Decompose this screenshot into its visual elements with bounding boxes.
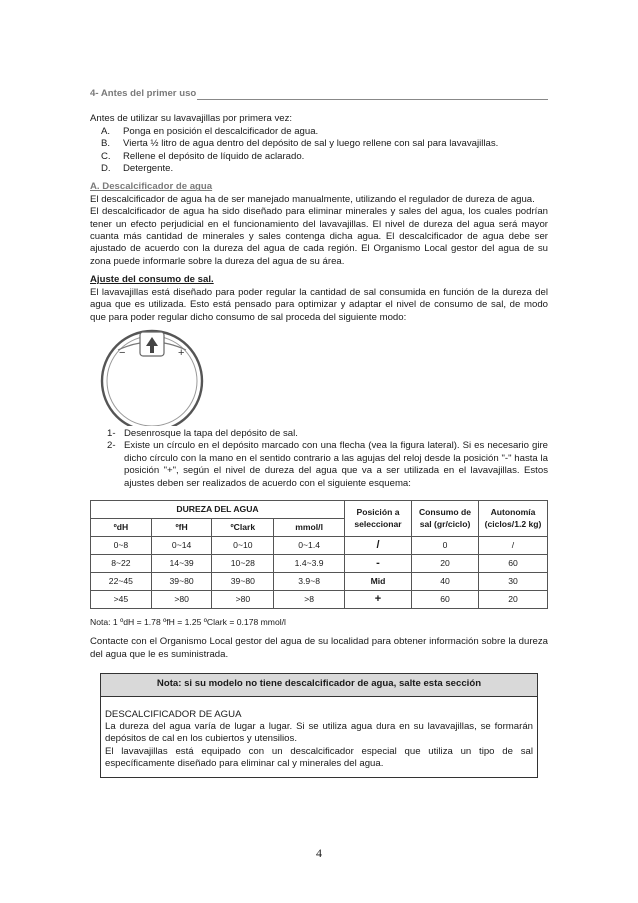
note-box-title: DESCALCIFICADOR DE AGUA [105, 708, 242, 720]
table-cell: 0~10 [212, 536, 274, 554]
salt-dial-figure [90, 328, 548, 426]
list-item: C. Rellene el depósito de líquido de aclarado. [101, 150, 305, 162]
table-row [91, 590, 548, 608]
table-cell: Mid [345, 572, 412, 590]
section-title: 4- Antes del primer uso [90, 88, 548, 100]
column-header: ºClark [212, 518, 274, 536]
column-header: Consumo de sal (gr/ciclo) [412, 500, 479, 536]
table-cell: 14~39 [151, 554, 212, 572]
softener-paragraph-2: El descalcificador de agua ha sido diseñado para eliminar minerales y sales del agua, los cuales podrían tener un efecto perjudicial en el funcionamiento del lavavajillas. El nivel de dureza del agua será mayor cuanta más cantidad de minerales y sales contenga dicha agua. El descalcificador de agua debe ser ajustado de acuerdo con la dureza del agua de cada región. El Organismo Local gestor del agua de su zona puede informarle sobre la dureza del agua de su área. [90, 206, 548, 267]
list-item: 1- Desenrosque la tapa del depósito de sal. [107, 427, 298, 439]
dial-minus-label: − [119, 346, 126, 359]
table-cell: 0~8 [91, 536, 152, 554]
table-cell: 20 [412, 554, 479, 572]
note-box-body [101, 697, 537, 777]
dial-illustration [92, 328, 212, 426]
intro-text: Antes de utilizar su lavavajillas por primera vez: [90, 113, 293, 125]
dial-plus-label: + [178, 346, 185, 359]
note-box [100, 673, 538, 777]
table-row [91, 572, 548, 590]
table-cell: 20 [479, 590, 548, 608]
list-item: 2- Existe un círculo en el depósito marcado con una flecha (vea la figura lateral). Si es necesario gire dicho círculo con la mano en el sentido contrario a las agujas del reloj desde la posición "-" hasta la posición "+", según el nivel de dureza del agua que va a ser utilizada en el lavavajillas. Estos ajustes deben ser realizados de acuerdo con el siguiente esquema: [107, 440, 548, 489]
table-cell: 30 [479, 572, 548, 590]
table-row [91, 536, 548, 554]
table-cell: >80 [212, 590, 274, 608]
table-cell: 10~28 [212, 554, 274, 572]
group-header: DUREZA DEL AGUA [91, 500, 345, 518]
column-header: mmol/l [274, 518, 345, 536]
column-header: Autonomía (ciclos/1.2 kg) [479, 500, 548, 536]
table-cell: 3.9~8 [274, 572, 345, 590]
column-header: ºfH [151, 518, 212, 536]
table-cell: >80 [151, 590, 212, 608]
page-number: 4 [316, 846, 322, 860]
intro-steps [90, 126, 548, 176]
table-cell: 39~80 [151, 572, 212, 590]
salt-paragraph: El lavavajillas está diseñado para poder regular la cantidad de sal consumida en función de la dureza del agua que es utilizada. Esto está pensado para optimizar y adaptar el nivel de consumo de sal, de modo que para poder regular dicho consumo de sal proceda del siguiente modo: [90, 286, 548, 323]
table-cell: >45 [91, 590, 152, 608]
softener-heading: A. Descalcificador de agua [90, 181, 213, 193]
table-cell: / [479, 536, 548, 554]
list-item: D. Detergente. [101, 163, 174, 175]
table-cell: 1.4~3.9 [274, 554, 345, 572]
title-rule [197, 91, 548, 100]
table-cell: 0 [412, 536, 479, 554]
document-page [90, 88, 548, 778]
column-header: ºdH [91, 518, 152, 536]
table-cell: 22~45 [91, 572, 152, 590]
list-item: B. Vierta ½ litro de agua dentro del depósito de sal y luego rellene con sal para lavavajillas. [101, 138, 499, 150]
table-cell: 40 [412, 572, 479, 590]
table-cell: + [345, 590, 412, 608]
note-box-paragraph-2: El lavavajillas está equipado con un descalcificador especial que utiliza un tipo de sal específicamente diseñado para eliminar cal y minerales del agua. [105, 745, 533, 770]
table-cell: >8 [274, 590, 345, 608]
column-header: Posición a seleccionar [345, 500, 412, 536]
table-cell: 0~14 [151, 536, 212, 554]
conversion-note: Nota: 1 ºdH = 1.78 ºfH = 1.25 ºClark = 0.178 mmol/l [90, 616, 286, 627]
table-cell: 39~80 [212, 572, 274, 590]
table-row [91, 554, 548, 572]
table-cell: / [345, 536, 412, 554]
table-cell: 60 [412, 590, 479, 608]
softener-paragraph-1: El descalcificador de agua ha de ser manejado manualmente, utilizando el regulador de dureza de agua. [90, 193, 535, 205]
contact-paragraph: Contacte con el Organismo Local gestor del agua de su localidad para obtener información sobre la dureza del agua que le es suministrada. [90, 636, 548, 660]
salt-steps [90, 428, 548, 490]
note-box-paragraph-1: La dureza del agua varía de lugar a lugar. Si se utiliza agua dura en su lavavajillas, se formarán depósitos de cal en los cubiertos y utensilios. [105, 720, 533, 745]
table-cell: 0~1.4 [274, 536, 345, 554]
salt-heading: Ajuste del consumo de sal. [90, 274, 214, 286]
list-item: A. Ponga en posición el descalcificador de agua. [101, 125, 319, 137]
table-cell: - [345, 554, 412, 572]
hardness-table [90, 500, 548, 609]
table-header-row [91, 500, 548, 518]
table-cell: 60 [479, 554, 548, 572]
note-box-header: Nota: si su modelo no tiene descalcificador de agua, salte esta sección [101, 674, 537, 696]
table-cell: 8~22 [91, 554, 152, 572]
